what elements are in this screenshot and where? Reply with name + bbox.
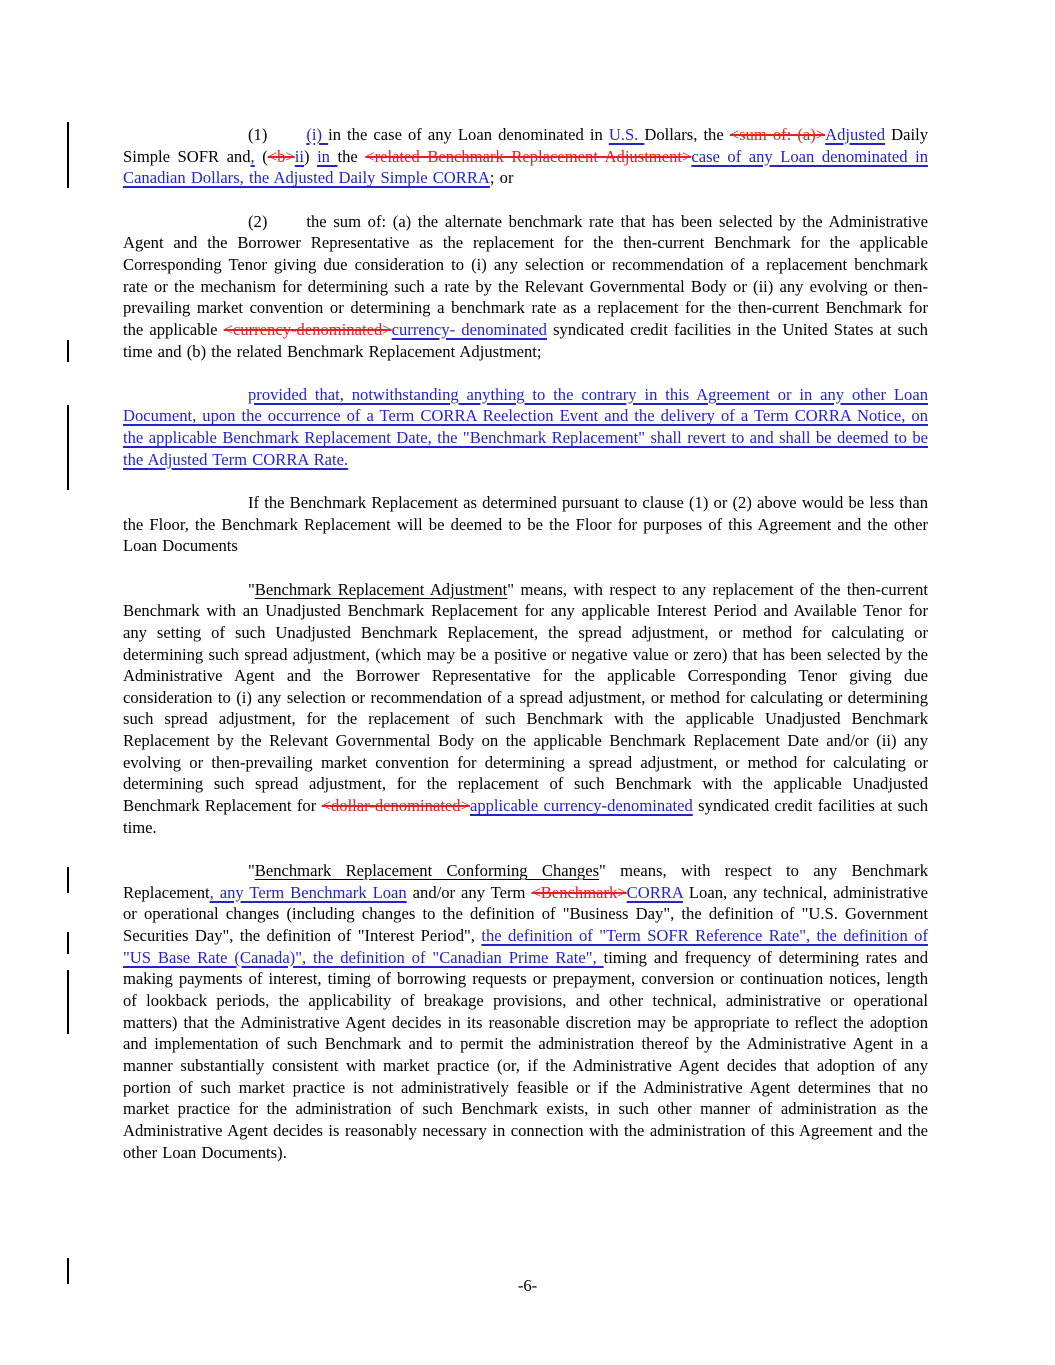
text-run-ins: currency- denominated [391,319,547,339]
change-bar [67,122,69,188]
paragraph-clause-2 [123,211,928,363]
text-run-ins: ii [294,146,304,166]
text-run-del: <currency-denominated> [223,319,392,339]
text-run-normal: ) [304,146,318,166]
text-run-normal: ( [254,146,268,166]
change-bar [67,867,69,893]
page-number: -6- [517,1276,538,1295]
text-run-ins: U.S. [608,125,645,144]
text-run-normal: the sum of: (a) the alternate benchmark rate that has been selected by the Administrative Agent and the Borrower Representative as the replacement for the then-current Benchmark for the applicable Corresponding Tenor giving due consideration to (i) any selection or recommendation of a replacement benchmark rate or the mechanism for determining such a rate by the Relevant Governmental Body or (ii) any evolving or then-prevailing market convention or determining a benchmark rate as a replacement for the then-current Benchmark for the applicable [123,211,928,339]
text-run-normal: timing and frequency of determining rates and making payments of interest, timing of borrowing requests or prepayment, conversion or continuation notices, length of lookback periods, the applicability of breakage provisions, and other technical, administrative or operational matters) that the Administrative Agent decides in its reasonable discretion may be appropriate to reflect the adoption and implementation of such Benchmark and to permit the administration thereof by the Administrative Agent in a manner substantially consistent with market practice (or, if the Administrative Agent decides that adoption of any portion of such market practice is not administratively feasible or if the Administrative Agent determines that no market practice for the administration of such Benchmark exists, in such other manner of administration as the Administrative Agent decides is reasonably necessary in connection with the administration of this Agreement and the other Loan Documents). [123,947,928,1162]
text-run-normal: (1) [248,125,268,144]
text-run-normal: " [248,861,255,880]
change-bar [67,970,69,1034]
text-run-normal: Loan, any technical, administrative or operational changes (including changes to the definition of "Business Day", the definition of "U.S. Government Securities Day", the definition of "Interest Period", [123,882,928,945]
text-run-normal: the [337,146,366,166]
text-run-term: Benchmark Replacement Conforming Changes [254,861,600,880]
text-run-ins: applicable currency-denominated [469,796,693,816]
text-run-ins: CORRA [626,882,683,902]
change-bar [67,932,69,954]
text-run-normal: If the Benchmark Replacement as determined pursuant to clause (1) or (2) above would be less than the Floor, the Benchmark Replacement will be deemed to be the Floor for purposes of this Agreement and the other Loan Documents [123,492,928,556]
paragraph-clause-1 [123,124,928,189]
text-run-ins: in [317,146,338,166]
text-run-ins: provided that, notwithstanding anything to the contrary in this Agreement or in any other Loan Document, upon the occurrence of a Term CORRA Reelection Event and the delivery of a Term CORRA Notice, on the applicable Benchmark Replacement Date, the "Benchmark Replacement" shall revert to and shall be deemed to be the Adjusted Term CORRA Rate. [123,384,928,469]
text-run-term: Benchmark Replacement Adjustment [254,579,508,599]
text-run-del: <dollar-denominated> [321,796,470,816]
text-run-ins: , any Term Benchmark Loan [209,882,407,902]
text-run-ins: the definition of "Term SOFR Reference Rate", the definition of "US Base Rate (Canada)", the definition of "Canadian Prime Rate", [123,925,928,967]
text-run-normal: Dollars, the [644,125,730,144]
paragraph-benchmark-replacement-adjustment [123,579,928,839]
text-run-ins: , [250,146,255,166]
change-bar [67,405,69,490]
text-run-normal: " means, with respect to any replacement of the then-current Benchmark with an Unadjusted Benchmark Replacement for any applicable Interest Period and Available Tenor for any setting of such Unadjusted Benchmark Replacement, the spread adjustment, or method for calculating or determining such spread adjustment, (which may be a positive or negative value or zero) that has been selected by the Administrative Agent and the Borrower Representative for the applicable Corresponding Tenor giving due consideration to (i) any selection or recommendation of a spread adjustment, or method for calculating or determining such spread adjustment, for the replacement of such Benchmark with the applicable Unadjusted Benchmark Replacement by the Relevant Governmental Body on the applicable Benchmark Replacement Date and/or (ii) any evolving or then-prevailing market convention for determining a spread adjustment, or method for calculating or determining such spread adjustment, for the replacement of such Benchmark with the applicable Unadjusted Benchmark Replacement for [123,579,928,816]
text-run-del: <related Benchmark Replacement Adjustment> [365,146,692,166]
text-run-normal: " means, with respect to any Benchmark Replacement [123,861,928,902]
text-run-normal: syndicated credit facilities in the United States at such time and (b) the related Benchmark Replacement Adjustment; [123,319,928,361]
text-run-normal: and/or any Term [406,882,532,902]
text-run-ins: (i) [306,125,329,144]
text-run-ins: Adjusted [825,125,886,144]
paragraph-floor [123,492,928,557]
text-run-ins: case of any Loan denominated in Canadian Dollars, the Adjusted Daily Simple CORRA [123,146,928,188]
text-run-normal: in the case of any Loan denominated in [328,125,609,144]
text-run-normal: " [248,579,255,599]
text-run-del: <b> [267,146,295,166]
text-run-del: <Benchmark> [531,882,627,902]
text-run-normal: ; or [489,168,514,188]
paragraph-benchmark-replacement-conforming-changes [123,860,928,1163]
text-run-del: <sum of: (a)> [729,125,826,144]
document-content [123,124,928,1185]
text-run-normal: (2) [248,211,268,231]
text-run-normal: Daily Simple SOFR and [123,125,929,166]
paragraph-proviso [123,384,928,471]
change-bar [67,340,69,362]
text-run-normal: syndicated credit facilities at such time. [123,796,928,837]
